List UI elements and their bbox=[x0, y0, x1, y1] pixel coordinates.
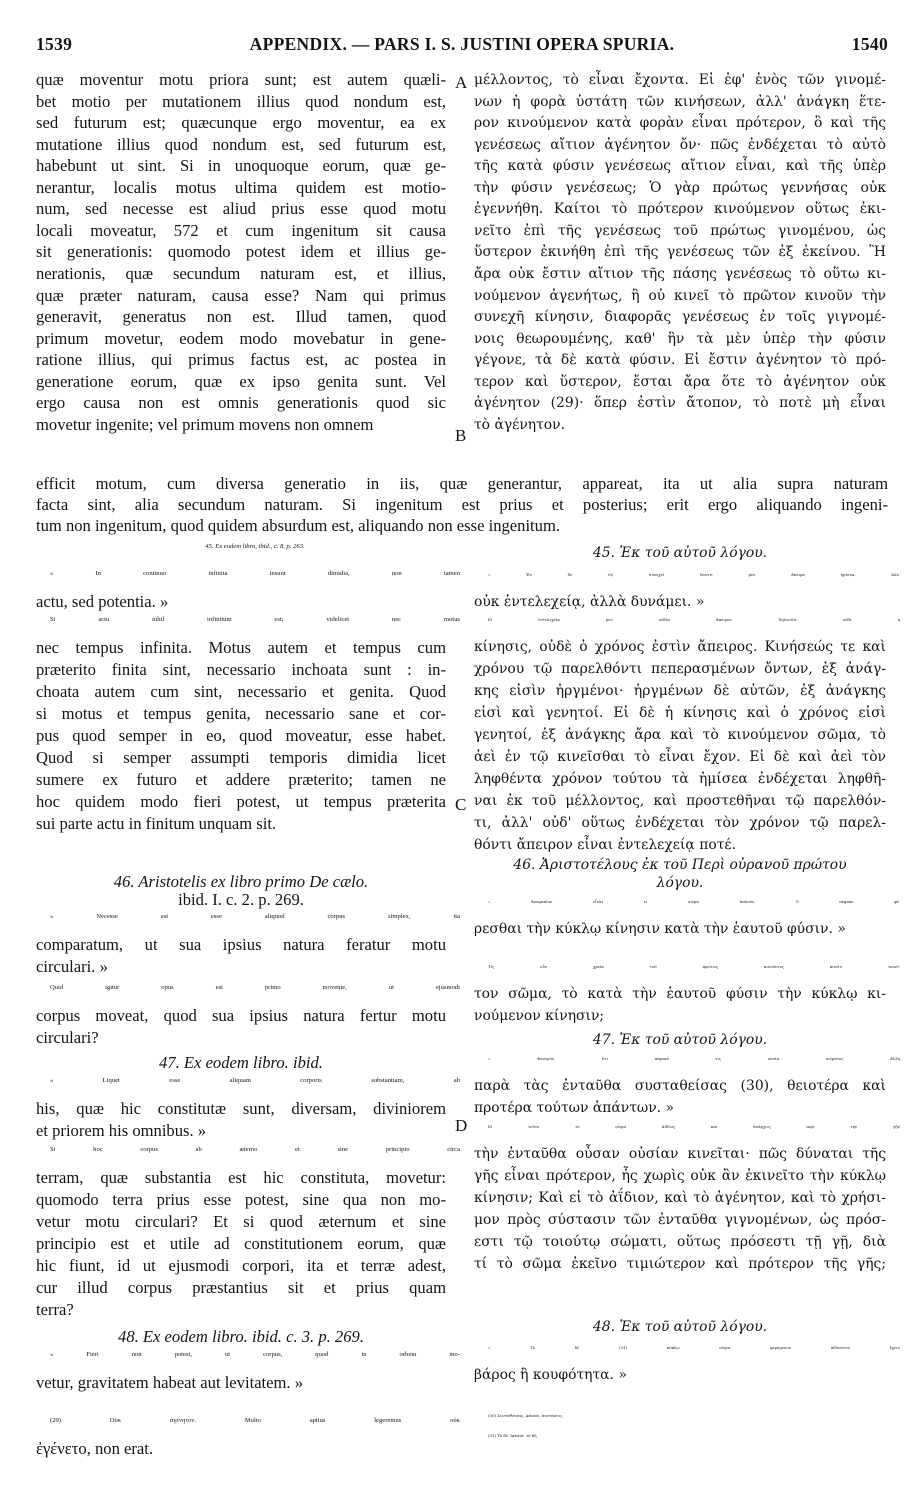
text-line: τον σῶμα, τὸ κατὰ τὴν ἑαυτοῦ φύσιν τὴν κύκλῳ κι- bbox=[474, 986, 886, 1002]
text-line: τῆς κατὰ φύσιν γενέσεως αἴτιον εἶναι, καὶ τῆς ὑπὲρ bbox=[474, 158, 886, 175]
text-line: συνεχῆ κίνησιν, διαφορᾶς γενέσεως ἐν τοῖς γιγνομέ- bbox=[474, 309, 886, 326]
margin-letter-c: C bbox=[455, 795, 467, 814]
text-line: ρον κινούμενον κατὰ φορὰν εἶναι πρότερον, ὃ καὶ τῆς bbox=[474, 115, 886, 132]
text-line: ἀγένητον (29)· ὅπερ ἐστὶν ἄτοπον, τὸ ποτὲ μὴ εἶναι bbox=[474, 395, 886, 412]
text-line: γῆς εἶναι πρότερον, ἧς χωρὶς οὐκ ἂν ἐκινεῖτο τὴν κύκλῳ bbox=[474, 1168, 886, 1184]
text-line: Si actu nihil infinitum est; videlicet nec motus bbox=[50, 616, 460, 623]
text-line: Εἰ ἐντελεχείᾳ μὲν οὐδὲν ἄπειρον, δηλονότι οὐδὲ ἡ bbox=[488, 617, 900, 622]
text-line: νούμενον ἀγενήτως, ἢ οὐ κινεῖ τὸ πρῶτον κινοῦν τὴν bbox=[474, 287, 886, 304]
text-line: bet motio per mutationem illius quod nondum est, bbox=[36, 91, 446, 111]
text-line: locali moveatur, 572 et cum ingenitum sit causa bbox=[36, 220, 446, 240]
text-line: sit generationis: quomodo potest idem et illius ge- bbox=[36, 242, 446, 262]
text-line: μον πρὸς σύστασιν τῶν ἐνταῦθα γιγνομένων, ὡς πρόσ- bbox=[474, 1212, 886, 1228]
text-line: 46. Ἀριστοτέλους ἐκ τοῦ Περὶ οὐρανοῦ πρώτου bbox=[513, 857, 847, 873]
text-line: τερον καὶ ὕστερον, ἔσται ἄρα ὅτε τὸ ἀγένητον οὐκ bbox=[474, 373, 886, 390]
text-line: choata autem cum sint, necessario et genita. Quod bbox=[36, 682, 446, 701]
text-line: generavit, generatus non est. Illud tamen, quod bbox=[36, 307, 446, 327]
text-line: hic fiunt, id ut ejusmodi corpori, ita et terræ adest, bbox=[36, 1256, 446, 1275]
text-line: Quid igitur opus est primo movente, ut ejusmodi bbox=[50, 984, 460, 991]
page-number-right: 1540 bbox=[851, 34, 888, 54]
text-line: προτέρα τούτων ἁπάντων. » bbox=[474, 1100, 674, 1116]
text-line: terram, quæ substantia est hic constituta, movetur: bbox=[36, 1168, 446, 1187]
text-line: generatione eorum, quæ ex ipso genita sunt. Vel bbox=[36, 371, 446, 391]
text-line: cur illud corpus præstantius sit et prius quam bbox=[36, 1278, 446, 1297]
text-line: ναι ἐκ τοῦ μέλλοντος, καὶ προστεθῆναι τῷ παρελθόν- bbox=[474, 793, 886, 809]
text-line: movetur ingenite; vel primum movens non omnem bbox=[36, 414, 374, 434]
text-line: ἐγένετο, non erat. bbox=[36, 1439, 154, 1458]
text-line: ἀεὶ ἐν τῷ κινεῖσθαι τὸ εἶναι ἔχον. Εἰ δὲ καὶ ἀεὶ τὸν bbox=[474, 749, 886, 765]
text-line: εἰσὶ καὶ γενητοί. Εἰ δὲ ἡ κίνησις καὶ ὁ χρόνος εἰσὶ bbox=[474, 705, 886, 721]
text-line: ἐγεννήθη. Καίτοι τὸ πρότερον κινούμενον οὕτως ἐκι- bbox=[474, 201, 886, 218]
text-line: ratione illius, qui primus factus est, ac postea in bbox=[36, 350, 446, 370]
text-line: 47. Ex eodem libro. ibid. bbox=[159, 1053, 323, 1072]
text-line: 48. Ex eodem libro. ibid. c. 3. p. 269. bbox=[118, 1327, 364, 1346]
text-line: et priorem his omnibus. » bbox=[36, 1121, 207, 1140]
text-line: « Φανερὸν, ὅτι πέφυκέ τις οὐσία σώματος ἄλλη bbox=[488, 1056, 900, 1061]
text-line: actu, sed potentia. » bbox=[36, 592, 169, 611]
text-line: pus quod semper in eo, quod moveatur, esse habet. bbox=[36, 726, 446, 745]
text-line: corpus moveat, quod sua ipsius natura fertur motu bbox=[36, 1006, 446, 1025]
text-line: nerantur, localis motus ultima quidem est motio- bbox=[36, 177, 446, 197]
text-line: 45. Ἐκ τοῦ αὐτοῦ λόγου. bbox=[592, 545, 768, 561]
text-line: comparatum, ut sua ipsius natura feratur motu bbox=[36, 935, 446, 954]
text-line: habebunt ut sint. Si in unoquoque eorum, quæ ge- bbox=[36, 156, 446, 176]
text-line: νεῖτο ἐπὶ τῆς γενέσεως τοῦ πρώτως γινομένου, ὡς bbox=[474, 222, 886, 239]
text-line: εστι τῷ τοιούτῳ σώματι, οὕτως πρόσεστι τῇ γῇ, διὰ bbox=[474, 1234, 886, 1250]
text-line: 47. Ἐκ τοῦ αὐτοῦ λόγου. bbox=[592, 1032, 768, 1048]
text-line: mutatione illius quod nondum est, sed futurum est, bbox=[36, 134, 446, 154]
text-line: principio est et utile ad constitutionem eorum, quæ bbox=[36, 1234, 446, 1253]
text-line: τι, ἀλλ' οὐδ' οὕτως ἐνδέχεται τὸν χρόνον τῷ παρελ- bbox=[474, 815, 886, 831]
text-line: βάρος ἢ κουφότητα. » bbox=[474, 1367, 627, 1383]
text-line: ergo causa non est omnis generationis quod sic bbox=[36, 393, 446, 413]
text-line: ληφθέντα χρόνον τούτου τὰ ἡμίσεα ἐνδέχεται ληφθῆ- bbox=[474, 771, 886, 787]
text-line: ὕστερον ἐκινήθη ἐπὶ τῆς γενέσεως τῶν ἐξ ἐκείνου. Ἢ bbox=[474, 244, 886, 261]
text-line: ρεσθαι τὴν κύκλῳ κίνησιν κατὰ τὴν ἑαυτοῦ φύσιν. » bbox=[474, 921, 846, 937]
running-title: APPENDIX. — PARS I. S. JUSTINI OPERA SPURIA. bbox=[249, 34, 675, 54]
text-line: terra? bbox=[36, 1300, 74, 1319]
text-line: 45. Ex eodem libro, ibid., c. 8, p. 263. bbox=[205, 543, 305, 550]
text-line: (31) Τὸ δέ. Aristot. τὸ δή. bbox=[488, 1433, 538, 1438]
text-line: οὐκ ἐντελεχείᾳ, ἀλλὰ δυνάμει. » bbox=[474, 594, 705, 610]
text-line: sui parte actu in finitum unquam sit. bbox=[36, 814, 277, 833]
text-line: sed futurum est; quæcunque ergo moventur, ea ex bbox=[36, 113, 446, 133]
text-line: quomodo terra prius esse potest, sine qua non mo- bbox=[36, 1190, 446, 1209]
text-line: Τίς οὖν χρεία τοῦ πρώτως κινοῦντος κινεῖν τοιοῦ- bbox=[488, 964, 900, 969]
text-line: νων ἡ φορὰ ὑστάτη τῶν κινήσεων, ἀλλ' ἀνάγκη ἕτε- bbox=[474, 93, 886, 110]
text-line: si motus et tempus genita, necessario sane et cor- bbox=[36, 704, 446, 723]
text-line: νοις θεωρουμένης, καθ' ἣν τὰ μὲν ὑπὲρ τὴν φύσιν bbox=[474, 330, 886, 347]
text-line: λόγου. bbox=[656, 875, 704, 891]
text-line: νούμενον κίνησιν; bbox=[474, 1008, 605, 1024]
text-line: Si hoc corpus ab æterno et sine principio circa bbox=[50, 1146, 460, 1153]
text-line: « Τὸ δὲ (31) κύκλῳ σῶμα φερόμενον ἀδύνατον ἔχειν bbox=[488, 1345, 900, 1350]
text-line: 46. Aristotelis ex libro primo De cælo. bbox=[113, 872, 369, 891]
text-line: γέγονε, τὰ δὲ κατὰ φύσιν. Εἰ ἔστιν ἀγένητον τὸ πρό- bbox=[474, 352, 886, 369]
text-line: παρὰ τὰς ἐνταῦθα συσταθείσας (30), θειοτέρα καὶ bbox=[474, 1078, 886, 1094]
text-line: efficit motum, cum diversa generatio in iis, quæ generantur, appareat, ita ut alia supra naturam bbox=[36, 474, 888, 493]
text-line: κίνησιν; Καὶ εἰ τὸ ἀΐδιον, καὶ τὸ ἀγένητον, καὶ τὸ χρήσι- bbox=[474, 1190, 886, 1206]
text-line: γενητοί, ἐξ ἀνάγκης ἄρα καὶ τὸ κινούμενον σῶμα, τὸ bbox=[474, 727, 886, 743]
text-line: nec tempus infinita. Motus autem et tempus cum bbox=[36, 638, 446, 657]
text-line: primum movetur, eodem modo movebatur in gene- bbox=[36, 328, 446, 348]
text-line: facta sint, alia secundum naturam. Si ingenitum est prius et posterius; erit ergo aliquando ingeni- bbox=[36, 495, 888, 514]
text-line: quæ præter naturam, causa esse? Nam qui primus bbox=[36, 285, 446, 305]
margin-letter-a: A bbox=[455, 73, 468, 92]
text-line: ἄρα οὐκ ἔστιν αἴτιον τῆς πάσης γενέσεως τὸ οὕτω κι- bbox=[474, 265, 886, 282]
margin-letter-b: B bbox=[455, 426, 467, 445]
text-line: « In continuo infinita insunt dimidia, non tamen bbox=[50, 570, 460, 577]
text-line: χρόνου τῷ παρελθόντι πεπερασμένων ὄντων, ἐξ ἀνάγ- bbox=[474, 661, 886, 677]
text-line: θόντι ἄπειρον εἶναι ἐντελεχείᾳ ποτέ. bbox=[474, 837, 737, 853]
text-line: κίνησις, οὐδὲ ὁ χρόνος ἐστὶν ἄπειρος. Κινήσεώς τε καὶ bbox=[474, 639, 886, 655]
text-line: circulari? bbox=[36, 1028, 99, 1047]
text-line: Εἰ τοῦτο τὸ σῶμα ἀϊδίως καὶ ἀνάρχως περὶ τὴν γῆν bbox=[488, 1124, 900, 1129]
text-line: « Necesse est esse aliquod corpus simplex, ita bbox=[50, 913, 460, 920]
text-line: sumere ex futuro et addere præterito; tamen ne bbox=[36, 770, 446, 789]
text-line: τὴν ἐνταῦθα οὖσαν οὐσίαν κινεῖται· πῶς δύναται τῆς bbox=[474, 1146, 886, 1162]
text-line: (30) Συσταθείσας. Aristot. συστάσεις. bbox=[488, 1413, 564, 1418]
running-header bbox=[36, 34, 888, 56]
text-line: circulari. » bbox=[36, 957, 108, 976]
text-line: τί τὸ σῶμα ἐκεῖνο τιμιώτερον καὶ πρότερον τῆς γῆς; bbox=[474, 1256, 886, 1272]
text-line: « Ἀναγκαῖον εἶναί τι σῶμα ἁπλοῦν, ὃ πέφυκε φέ- bbox=[488, 899, 900, 904]
text-line: his, quæ hic constitutæ sunt, diversam, diviniorem bbox=[36, 1099, 446, 1118]
text-line: τὸ ἀγένητον. bbox=[474, 416, 566, 433]
text-line: « Ἐν δὲ τῷ συνεχεῖ ἔνεστι μὲν ἄπειρα ἡμίσεα, ἀλλ' bbox=[488, 572, 900, 577]
text-line: 48. Ἐκ τοῦ αὐτοῦ λόγου. bbox=[592, 1319, 768, 1335]
text-line: « Liquet esse aliquam corporis substantiam, ab bbox=[50, 1077, 460, 1084]
text-line: ibid. I. c. 2. p. 269. bbox=[178, 890, 304, 909]
text-line: vetur motu circulari? Et si quod æternum et sine bbox=[36, 1212, 446, 1231]
text-line: quæ moventur motu priora sunt; est autem quæli- bbox=[36, 70, 446, 89]
text-line: nerationis, quæ secundum naturam est, et illius, bbox=[36, 263, 446, 283]
text-line: « Fieri non potest, ut corpus, quod in orbem mo- bbox=[50, 1351, 460, 1358]
text-line: vetur, gravitatem habeat aut levitatem. » bbox=[36, 1373, 304, 1392]
margin-letter-d: D bbox=[455, 1116, 468, 1135]
text-line: (29) Οὐκ ἀγένητον. Multo aptius legeremus οὐκ bbox=[50, 1417, 460, 1424]
text-line: præterito finita sint, necessario inchoata sunt : in- bbox=[36, 660, 446, 679]
text-line: Quod si semper assumpti temporis dimidia licet bbox=[36, 748, 446, 767]
text-line: κης εἰσὶν ἠργμένοι· ἠργμένων δὲ αὐτῶν, ἐξ ἀνάγκης bbox=[474, 683, 886, 699]
text-line: τὴν φύσιν γενέσεως; Ὁ γὰρ πρώτως γεννήσας οὐκ bbox=[474, 179, 886, 196]
text-line: num, sed necesse est aliud prius esse quod motu bbox=[36, 199, 446, 219]
page-number-left: 1539 bbox=[36, 34, 73, 54]
text-line: hoc quidem modo fieri potest, ut tempus præterita bbox=[36, 792, 446, 811]
text-line: μέλλοντος, τὸ εἶναι ἔχοντα. Εἰ ἐφ' ἑνὸς τῶν γινομέ- bbox=[474, 72, 886, 88]
text-line: γενέσεως αἴτιον ἀγένητον ὄν· πῶς ἐνδέχεται τὸ αὐτὸ bbox=[474, 136, 886, 153]
text-line: tum non ingenitum, quod quidem absurdum est, aliquando non esse ingenitum. bbox=[36, 516, 561, 535]
